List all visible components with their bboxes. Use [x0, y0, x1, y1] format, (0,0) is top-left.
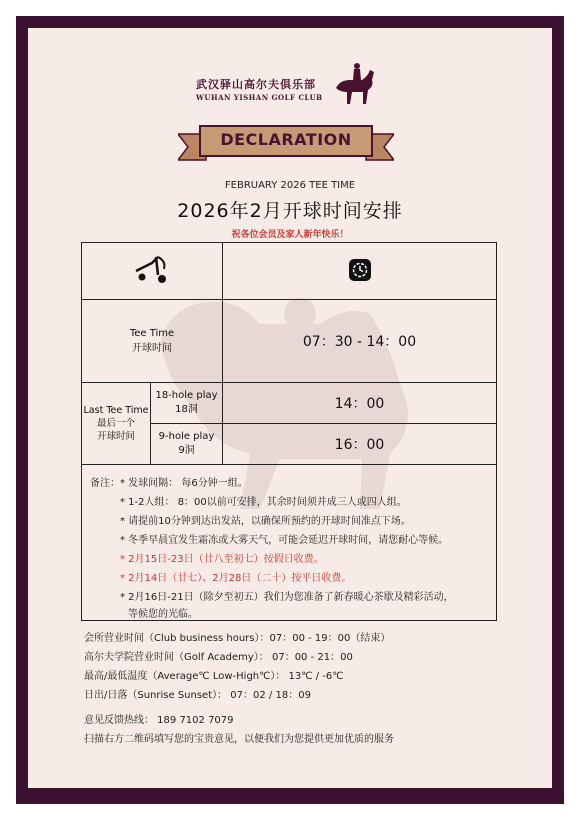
- note-line: * 2月16日-21日（除夕至初五）我们为您准备了新春暖心茶歇及精彩活动，: [120, 592, 454, 603]
- notes-box: [81, 465, 497, 621]
- last-tee-label-en: Last Tee Time: [83, 405, 149, 416]
- horse-rider-logo-icon: [330, 60, 378, 108]
- tee-time-label-cn: 开球时间: [132, 343, 172, 354]
- golf-icon-cell: [82, 243, 223, 300]
- hole9-value: 16：00: [223, 424, 497, 465]
- last-tee-label-cell: [82, 383, 151, 465]
- hole18-label-en: 18-hole play: [155, 390, 218, 401]
- club-name-cn: 武汉驿山高尔夫俱乐部: [196, 78, 316, 91]
- club-name-en: WUHAN YISHAN GOLF CLUB: [196, 93, 323, 102]
- hole18-value: 14：00: [223, 383, 497, 424]
- new-year-greeting: 祝各位会员及家人新年快乐！: [231, 230, 349, 240]
- tee-time-table: [81, 242, 497, 465]
- temperature-range: 最高/最低温度（Average℃ Low-High℃）： 13℃ / -6℃: [84, 671, 344, 682]
- feedback-note: 扫描右方二维码填写您的宝贵意见，以便我们为您提供更加优质的服务: [84, 734, 394, 745]
- hole18-label-cn: 18洞: [175, 404, 198, 415]
- tee-time-subtitle: FEBRUARY 2026 TEE TIME: [224, 180, 356, 191]
- hole9-label-en: 9-hole play: [158, 431, 215, 442]
- clock-icon-cell: [223, 243, 497, 300]
- academy-hours: 高尔夫学院营业时间（Golf Academy）： 07：00 - 21：00: [84, 652, 353, 663]
- tee-time-label-en: Tee Time: [129, 328, 175, 339]
- hole9-label-cn: 9洞: [178, 445, 195, 456]
- declaration-label: DECLARATION: [220, 130, 352, 149]
- hole9-label-cell: [151, 424, 223, 465]
- note-line: 等候您的光临。: [128, 609, 198, 620]
- tee-time-label-cell: [82, 300, 223, 383]
- feedback-hotline: 意见反馈热线： 189 7102 7079: [84, 715, 234, 726]
- sunrise-sunset: 日出/日落（Sunrise Sunset）： 07：02 / 18：09: [84, 690, 311, 701]
- page-title: 2026年2月开球时间安排: [177, 200, 403, 222]
- hole18-label-cell: [151, 383, 223, 424]
- tee-time-value: 07：30 - 14：00: [223, 300, 497, 383]
- golf-swing-icon: [132, 253, 172, 287]
- note-line-weekday: * 2月14日（廿七）、2月28日（二十）按平日收费。: [120, 573, 352, 584]
- clock-icon: [349, 259, 371, 281]
- note-line: 备注：* 发球间隔： 每6分钟一组。: [90, 478, 248, 489]
- note-line-holiday: * 2月15日-23日（廿八至初七）按假日收费。: [120, 554, 324, 565]
- club-business-hours: 会所营业时间（Club business hours）：07：00 - 19：00（结束）: [84, 633, 391, 644]
- note-line: * 冬季早晨宜发生霜冻或大雾天气，可能会延迟开球时间，请您耐心等候。: [120, 535, 449, 546]
- last-tee-label-cn1: 最后一个: [96, 418, 135, 429]
- note-line: * 1-2人组： 8：00以前可安排，其余时间须并成三人或四人组。: [120, 497, 407, 508]
- last-tee-label-cn2: 开球时间: [96, 431, 135, 442]
- note-line: * 请提前10分钟到达出发站，以确保所预约的开球时间准点下场。: [120, 516, 411, 527]
